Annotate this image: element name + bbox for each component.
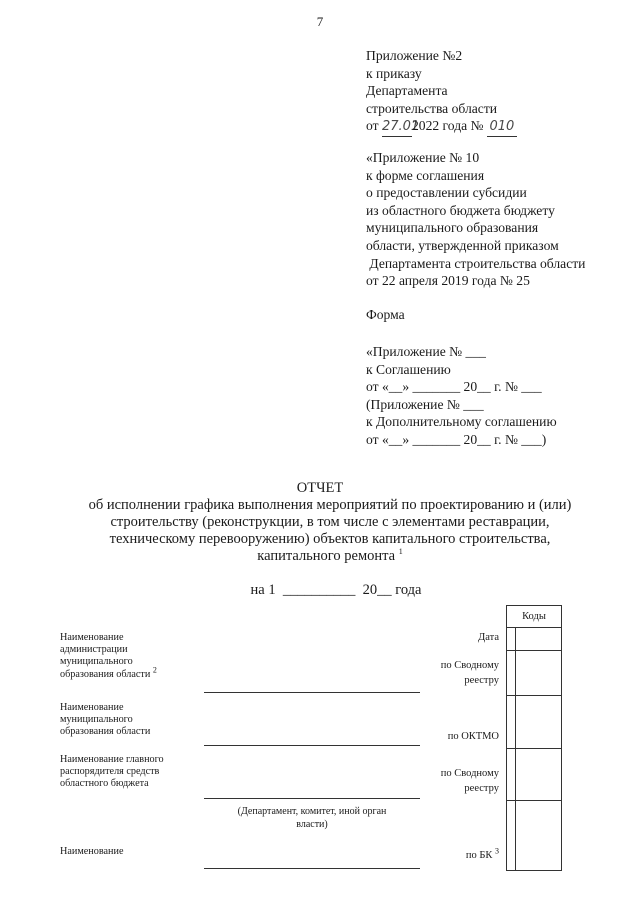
annex-10-line: из областного бюджета бюджету (366, 202, 555, 218)
agreement-line: «Приложение № ___ (366, 344, 486, 359)
agreement-block (366, 343, 557, 449)
annex-2-block (366, 47, 517, 137)
number-handwritten: 010 (487, 117, 517, 137)
admin-fill-line (204, 692, 420, 693)
report-subtitle (60, 497, 600, 565)
annex-10-line: Департамента строительства области (366, 255, 586, 271)
ot-label: от (366, 118, 379, 134)
report-title: ОТЧЕТ (296, 480, 344, 496)
code-cell-svodny-2 (507, 748, 561, 749)
agreement-line: от «__» _______ 20__ г. № ___) (366, 431, 547, 447)
name-fill-line (204, 868, 420, 869)
agreement-line: к Дополнительному соглашению (366, 414, 557, 430)
svodny-reestr-label-1: по Сводному реестру (440, 660, 499, 686)
svodny-reestr-label-2: по Сводному реестру (440, 768, 499, 794)
admin-label: Наименование администрации муниципального образования области $^2$ (60, 632, 157, 680)
agreement-line: от «__» _______ 20__ г. № ___ (366, 379, 542, 395)
mo-label: Наименование муниципального образования области (60, 702, 151, 738)
grbs-label: Наименование главного распорядителя средств областного бюджета (60, 754, 164, 790)
code-cell-svodny-1 (507, 650, 561, 651)
subtitle-line: строительству (реконструкции, в том числе с элементами реставрации, (110, 514, 550, 530)
agreement-line: к Соглашению (366, 361, 451, 377)
annex-10-line: к форме соглашения (366, 167, 485, 183)
footnote-mark: 1 (398, 547, 403, 557)
agreement-line: (Приложение № ___ (366, 396, 484, 412)
annex-2-title: Приложение №2 (366, 48, 463, 63)
code-cell-date (507, 627, 561, 628)
subtitle-line: техническому перевооружению) объектов капитального строительства, (109, 531, 551, 547)
annex-10-line: от 22 апреля 2019 года № 25 (366, 273, 530, 289)
form-label: Форма (366, 307, 405, 322)
date-handwritten: 27.01 (382, 117, 412, 137)
mo-fill-line (204, 745, 420, 746)
annex-10-line: «Приложение № 10 (366, 150, 480, 165)
code-cell-oktmo (507, 695, 561, 696)
year-text: 2022 года № (411, 118, 484, 134)
subtitle-line: капитального ремонта $^1$ (257, 547, 403, 564)
codes-header: Коды (522, 611, 546, 622)
annex-2-line: строительства области (366, 100, 498, 116)
annex-10-block (366, 149, 585, 290)
annex-10-line: муниципального образования (366, 220, 539, 236)
name-label: Наименование (60, 846, 124, 857)
report-date-row: на 1 __________ 20__ года (250, 582, 422, 598)
annex-10-line: о предоставлении субсидии (366, 185, 527, 201)
page-number: 7 (316, 14, 324, 29)
codes-table (506, 605, 562, 871)
annex-2-line: к приказу (366, 65, 422, 81)
annex-2-date-line (366, 117, 517, 137)
oktmo-label: по ОКТМО (447, 731, 499, 742)
grbs-fill-line (204, 798, 420, 799)
date-code-label: Дата (478, 632, 499, 643)
subtitle-line: об исполнении графика выполнения мероприятий по проектированию и (или) (88, 497, 572, 513)
annex-2-line: Департамента (366, 83, 448, 99)
code-cell-bk (507, 800, 561, 801)
organ-caption: (Департамент, комитет, иной орган власти) (237, 806, 387, 830)
annex-10-line: области, утвержденной приказом (366, 237, 559, 253)
bk-label: по БК $^3$ (465, 846, 499, 861)
